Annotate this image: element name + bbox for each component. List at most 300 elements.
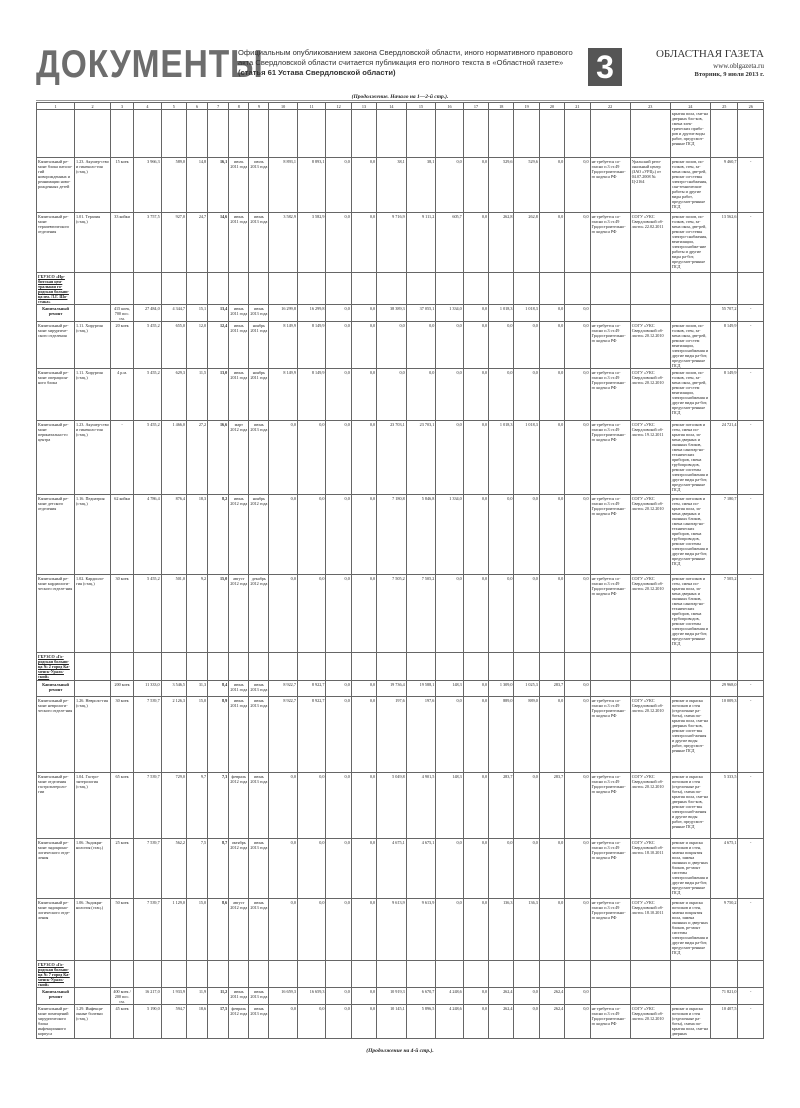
table-cell: 0,0 <box>351 158 376 213</box>
column-number: 14 <box>377 103 407 110</box>
table-cell: февраль 2012 года <box>229 1005 249 1039</box>
table-cell: 19 588,1 <box>406 681 436 697</box>
table-cell <box>630 110 670 158</box>
table-cell: 0,0 <box>565 322 590 369</box>
table-cell: 4 675,1 <box>710 839 737 899</box>
table-cell: 889,0 <box>514 697 539 773</box>
table-cell: 262,8 <box>514 213 539 273</box>
table-cell <box>297 110 326 158</box>
total-row <box>37 305 764 322</box>
table-cell: 1.06. Эндокри-нология (стац.) <box>75 899 111 961</box>
newspaper-site[interactable]: www.oblgazeta.ru <box>713 62 764 70</box>
table-cell: 14,8 <box>187 158 208 213</box>
newspaper-info <box>634 48 764 78</box>
table-cell: крытия пола, сме-на дверных бло-ков, смена элек-трических прибо-ров и другие виды работ, предусмот-ренные ПСД <box>670 110 710 158</box>
table-cell: 0,0 <box>463 681 488 697</box>
table-cell: 876,4 <box>161 495 186 575</box>
divider <box>36 100 764 101</box>
empty-cell <box>670 653 710 681</box>
table-cell <box>489 110 514 158</box>
table-cell: 0,0 <box>436 899 463 961</box>
table-cell: 15,0 <box>187 697 208 773</box>
empty-cell <box>489 653 514 681</box>
table-cell: 5 190,0 <box>134 1005 161 1039</box>
table-cell: 4 901,5 <box>406 773 436 839</box>
table-cell: - <box>738 213 764 273</box>
empty-cell <box>269 653 298 681</box>
table-cell: 1.26. Невроло-гия (стац.) <box>75 697 111 773</box>
column-number: 2 <box>75 103 111 110</box>
page-number: 3 <box>588 48 622 86</box>
table-cell: Капитальный ре-монт неврологи-ческого отделе-ния <box>37 697 75 773</box>
table-cell: Капитальный ре-монт терапевтического отделения <box>37 213 75 273</box>
table-cell: ремонт полов, по-толков, стен, за-мена окон, две-рей, ремонт си-стемы электро-снабжения, сан-технические работы и другие виды работ, предусмот-ренные ПСД <box>670 158 710 213</box>
table-cell: 0,0 <box>297 421 326 495</box>
empty-cell <box>297 273 326 305</box>
table-cell: 7,5 <box>187 839 208 899</box>
table-cell: ремонт и окраска потолков и стен, замена покрытия пола, замена оконных и двер-ных блоков, ре-монт системы электроснабжения и другие виды ра-бот, предусмот-ренные ПСД <box>670 839 710 899</box>
table-cell: 0,0 <box>351 988 376 1005</box>
table-cell <box>738 110 764 158</box>
table-cell: 37 055,1 <box>406 305 436 322</box>
table-row <box>37 213 764 273</box>
column-number: 8 <box>229 103 249 110</box>
organization-name: ГБУЗСО «Ир-битская цен-тральная го-родская больни-ца им. Л.Г. Шо-стака» <box>37 273 75 305</box>
table-cell: 0,0 <box>463 213 488 273</box>
table-cell: СОГУ «УКС Свердловской об-ласти» 19.12.2011 <box>630 421 670 495</box>
table-cell: 16 299,8 <box>297 305 326 322</box>
table-cell: 501,0 <box>161 575 186 653</box>
table-cell <box>630 305 670 322</box>
table-cell: июнь 2011 года <box>229 369 249 421</box>
table-cell: 0,0 <box>565 421 590 495</box>
empty-cell <box>110 273 133 305</box>
empty-cell <box>710 273 737 305</box>
table-cell: Капитальный ре-монт перинатально-го центра <box>37 421 75 495</box>
table-cell <box>463 110 488 158</box>
table-cell: 30 коек <box>110 575 133 653</box>
table-cell <box>208 110 229 158</box>
table-cell: 0,0 <box>436 158 463 213</box>
table-cell: 33 койки <box>110 213 133 273</box>
table-row <box>37 421 764 495</box>
table-cell <box>710 110 737 158</box>
table-cell <box>75 988 111 1005</box>
table-cell: 1.16. Педиатрия (стац.) <box>75 495 111 575</box>
table-cell: август 2012 года <box>229 899 249 961</box>
empty-cell <box>229 961 249 988</box>
table-row <box>37 110 764 158</box>
empty-cell <box>670 961 710 988</box>
table-cell: 15 коек <box>110 158 133 213</box>
empty-cell <box>351 273 376 305</box>
empty-cell <box>630 273 670 305</box>
table-cell: март 2012 года <box>229 421 249 495</box>
table-cell: 0,0 <box>351 839 376 899</box>
column-number: 22 <box>590 103 630 110</box>
table-cell: июль 2013 года <box>249 158 269 213</box>
table-cell: 0,0 <box>565 681 590 697</box>
table-cell: 136,3 <box>489 899 514 961</box>
table-cell: 0,0 <box>351 899 376 961</box>
table-cell: 25 коек <box>110 839 133 899</box>
table-cell: 1.01. Терапия (стац.) <box>75 213 111 273</box>
intro-bold: (статья 61 Устава Свердловской области) <box>238 68 396 77</box>
table-row <box>37 322 764 369</box>
table-cell: Капитальный ремонт <box>37 988 75 1005</box>
column-number: 18 <box>489 103 514 110</box>
empty-cell <box>208 653 229 681</box>
table-cell: 15,1 <box>187 305 208 322</box>
table-cell: 30 коек <box>110 697 133 773</box>
table-cell: 4 344,7 <box>161 305 186 322</box>
empty-cell <box>208 961 229 988</box>
table-cell: - <box>738 899 764 961</box>
table-cell: 0,0 <box>565 839 590 899</box>
table-cell: 0,0 <box>539 697 564 773</box>
masthead <box>36 44 764 90</box>
table-cell: не требуется со-гласно п.3 ст.49 Градостроительно-го кодекса РФ <box>590 575 630 653</box>
empty-cell <box>565 653 590 681</box>
table-cell: 0,0 <box>351 681 376 697</box>
table-cell: 31,3 <box>187 681 208 697</box>
table-cell: 0,0 <box>489 495 514 575</box>
table-cell <box>187 110 208 158</box>
table-cell: 62 койки <box>110 495 133 575</box>
table-cell: 0,0 <box>463 1005 488 1039</box>
table-cell: ремонт потолков и стен, смена по-крытия пола, за-мена дверных и оконных блоков, смена санитар-но-технических приборов, смена трубопроводов, ремонт системы электроснабжения и другие виды ра-бот, предусмот-ренные ПСД <box>670 495 710 575</box>
column-number: 9 <box>249 103 269 110</box>
table-cell: 0,0 <box>565 305 590 322</box>
table-cell: 9 460,7 <box>710 158 737 213</box>
table-cell: июнь 2011 года <box>229 213 249 273</box>
section-logo: ДОКУМЕНТЫ <box>36 43 264 86</box>
table-cell: 1 933,9 <box>161 988 186 1005</box>
table-cell: СОГУ «УКС Свердловской об-ласти» 20.12.2010 <box>630 369 670 421</box>
table-cell: 38 389,3 <box>377 305 407 322</box>
empty-cell <box>326 653 351 681</box>
table-cell: 0,0 <box>565 988 590 1005</box>
column-number: 20 <box>539 103 564 110</box>
table-cell: 7 180,7 <box>710 495 737 575</box>
table-cell: 8 149,9 <box>269 322 298 369</box>
table-cell: 0,0 <box>463 421 488 495</box>
column-number: 24 <box>670 103 710 110</box>
table-cell: 0,0 <box>351 305 376 322</box>
table-row <box>37 839 764 899</box>
table-cell: 14,6 <box>208 213 229 273</box>
column-number-row <box>37 103 764 110</box>
table-cell <box>351 110 376 158</box>
table-cell: 27 484,0 <box>134 305 161 322</box>
table-cell: Капитальный ре-монт кардиологи-ческого отделе-ния <box>37 575 75 653</box>
table-cell: 0,0 <box>436 839 463 899</box>
table-cell: 5 455,2 <box>134 369 161 421</box>
table-cell: 0,0 <box>326 322 351 369</box>
table-cell: 7 539,7 <box>134 697 161 773</box>
table-cell: 0,0 <box>463 322 488 369</box>
empty-cell <box>630 653 670 681</box>
table-cell: 729,0 <box>161 773 186 839</box>
table-cell: июнь 2013 года <box>249 839 269 899</box>
table-cell: 0,0 <box>326 213 351 273</box>
table-cell: 197,6 <box>406 697 436 773</box>
table-cell <box>590 988 630 1005</box>
table-cell: 1.06. Эндокри-нология (стац.) <box>75 839 111 899</box>
table-cell: 0,0 <box>326 988 351 1005</box>
empty-cell <box>377 273 407 305</box>
empty-cell <box>187 653 208 681</box>
table-cell: Капитальный ре-монт хирургиче-ского отделения <box>37 322 75 369</box>
table-cell: июль 2011 года <box>229 158 249 213</box>
data-table <box>36 102 764 1039</box>
table-cell: 5 455,2 <box>134 421 161 495</box>
table-cell: 9,7 <box>187 773 208 839</box>
table-cell <box>670 681 710 697</box>
table-cell: 0,0 <box>489 575 514 653</box>
table-cell: 0,0 <box>269 575 298 653</box>
table-cell: 6 670,7 <box>406 988 436 1005</box>
table-cell: 0,0 <box>269 421 298 495</box>
empty-cell <box>134 273 161 305</box>
table-cell: 7 180,8 <box>377 495 407 575</box>
table-cell: 7 539,7 <box>134 899 161 961</box>
table-cell: 0,0 <box>463 158 488 213</box>
table-cell: 16 659,3 <box>297 988 326 1005</box>
table-cell: СОГУ «УКС Свердловской об-ласти» 20.12.2010 <box>630 1005 670 1039</box>
table-cell: 19 736,4 <box>377 681 407 697</box>
table-cell: 8,9 <box>208 697 229 773</box>
empty-cell <box>326 273 351 305</box>
table-cell: 10 919,3 <box>377 988 407 1005</box>
table-cell: Капитальный ре-монт эндокрино-логического отде-ления <box>37 899 75 961</box>
table-cell: 0,0 <box>351 773 376 839</box>
table-cell: 11,5 <box>187 369 208 421</box>
table-cell: Капитальный ре-монт отделения гастроэнтероло-гии <box>37 773 75 839</box>
table-cell: не требуется со-гласно п.3 ст.49 Градостроительно-го кодекса РФ <box>590 1005 630 1039</box>
table-cell: 0,0 <box>565 213 590 273</box>
table-cell: 589,0 <box>161 158 186 213</box>
table-cell: 8,4 <box>208 681 229 697</box>
table-cell: 4 248,6 <box>436 1005 463 1039</box>
table-cell <box>75 681 111 697</box>
table-cell: 7,3 <box>208 773 229 839</box>
total-row <box>37 681 764 697</box>
table-cell: июнь 2013 года <box>249 1005 269 1039</box>
table-cell: 13 562,6 <box>710 213 737 273</box>
empty-cell <box>269 961 298 988</box>
empty-cell <box>406 653 436 681</box>
table-cell: 8 149,9 <box>710 369 737 421</box>
table-cell: не требуется со-гласно п.3 ст.49 Градостроительно-го кодекса РФ <box>590 322 630 369</box>
table-cell: июнь 2013 года <box>249 213 269 273</box>
column-number: 19 <box>514 103 539 110</box>
table-cell: 0,0 <box>514 1005 539 1039</box>
table-cell <box>377 110 407 158</box>
table-cell: не требуется со-гласно п.3 ст.49 Градостроительно-го кодекса РФ <box>590 495 630 575</box>
table-cell: 8 149,9 <box>269 369 298 421</box>
table-row <box>37 575 764 653</box>
table-cell: ноябрь 2011 года <box>249 322 269 369</box>
table-cell: - <box>738 773 764 839</box>
table-cell: 0,0 <box>539 575 564 653</box>
empty-cell <box>377 961 407 988</box>
table-cell: ремонт потолков и стен, смена по-крытия пола, за-мена дверных и оконных блоков, смена санитар-но-технических приборов, смена трубопроводов, ремонт системы электроснабжения и другие виды ра-бот, предусмот-ренные ПСД <box>670 421 710 495</box>
table-cell: 15,0 <box>208 575 229 653</box>
table-cell: 0,0 <box>406 369 436 421</box>
table-cell: 0,0 <box>436 421 463 495</box>
table-cell <box>670 305 710 322</box>
table-cell: 0,0 <box>565 1005 590 1039</box>
issue-date: Вторник, 9 июля 2013 г. <box>694 71 764 78</box>
table-cell: 8 149,9 <box>297 369 326 421</box>
table-cell: 5 455,2 <box>134 575 161 653</box>
table-cell: июнь 2013 года <box>249 988 269 1005</box>
column-number: 10 <box>269 103 298 110</box>
table-row <box>37 369 764 421</box>
organization-row <box>37 961 764 988</box>
table-cell: 0,0 <box>297 495 326 575</box>
table-cell: 0,0 <box>351 495 376 575</box>
table-row <box>37 158 764 213</box>
table-cell: 8 922,7 <box>269 681 298 697</box>
table-cell: СОГУ «УКС Свердловской об-ласти» 18.10.2011 <box>630 899 670 961</box>
empty-cell <box>297 961 326 988</box>
table-cell: 0,0 <box>326 899 351 961</box>
empty-cell <box>489 273 514 305</box>
table-cell: август 2012 года <box>229 575 249 653</box>
table-cell: 13,0 <box>208 369 229 421</box>
table-cell: 3 582,9 <box>269 213 298 273</box>
column-number: 13 <box>351 103 376 110</box>
column-number: 26 <box>738 103 764 110</box>
table-cell: 16,6 <box>208 421 229 495</box>
table-cell: 9,2 <box>187 575 208 653</box>
table-cell: 0,0 <box>351 322 376 369</box>
table-cell: не требуется со-гласно п.3 ст.49 Градостроительно-го кодекса РФ <box>590 773 630 839</box>
empty-cell <box>463 273 488 305</box>
table-cell: 10 145,1 <box>377 1005 407 1039</box>
table-row <box>37 899 764 961</box>
table-cell: 0,0 <box>565 773 590 839</box>
table-cell: 562,2 <box>161 839 186 899</box>
table-cell: 0,0 <box>463 575 488 653</box>
table-cell: Уральский реги-ональный центр (ЗАО «УРЦ») от 04.07.2008 № Ц-2164 <box>630 158 670 213</box>
empty-cell <box>75 961 111 988</box>
table-cell: 0,0 <box>297 839 326 899</box>
table-cell: 0,0 <box>463 697 488 773</box>
table-cell: 0,0 <box>565 495 590 575</box>
empty-cell <box>710 653 737 681</box>
table-cell: 16 299,8 <box>269 305 298 322</box>
organization-row <box>37 273 764 305</box>
table-cell: 8,7 <box>208 839 229 899</box>
table-cell: 927,0 <box>161 213 186 273</box>
empty-cell <box>738 273 764 305</box>
table-cell: 24,7 <box>187 213 208 273</box>
empty-cell <box>406 273 436 305</box>
empty-cell <box>351 961 376 988</box>
table-cell: 16 659,3 <box>269 988 298 1005</box>
empty-cell <box>463 653 488 681</box>
table-cell: 4 248,6 <box>436 988 463 1005</box>
total-row <box>37 988 764 1005</box>
table-cell: 0,0 <box>326 773 351 839</box>
table-cell: июнь 2011 года <box>229 681 249 697</box>
empty-cell <box>436 273 463 305</box>
table-cell: 0,0 <box>326 495 351 575</box>
table-cell: 2 126,3 <box>161 697 186 773</box>
table-cell: 594,7 <box>161 1005 186 1039</box>
table-cell: 1 334,0 <box>436 495 463 575</box>
table-cell: 0,0 <box>463 899 488 961</box>
table-cell: 1 466,0 <box>161 421 186 495</box>
table-cell: - <box>738 1005 764 1039</box>
empty-cell <box>436 961 463 988</box>
organization-name: ГБУЗСО «Го-родская больни-ца № 7 город Ка-менск-Ураль-ский» <box>37 961 75 988</box>
table-cell: 8,6 <box>208 899 229 961</box>
table-cell: 0,0 <box>436 322 463 369</box>
table-cell: не требуется со-гласно п.3 ст.49 Градостроительно-го кодекса РФ <box>590 421 630 495</box>
table-cell: - <box>738 697 764 773</box>
table-cell: 0,0 <box>565 697 590 773</box>
table-cell: 24 721,4 <box>710 421 737 495</box>
table-cell: 1 018,3 <box>514 305 539 322</box>
table-cell: 1 018,3 <box>489 421 514 495</box>
table-cell: июнь 2011 года <box>229 305 249 322</box>
table-cell: 283,7 <box>489 773 514 839</box>
column-number: 23 <box>630 103 670 110</box>
table-cell: 0,0 <box>351 697 376 773</box>
table-cell: 8 922,7 <box>297 681 326 697</box>
table-cell <box>37 110 75 158</box>
table-cell: 0,0 <box>463 988 488 1005</box>
table-cell <box>326 110 351 158</box>
table-cell: 7 505,2 <box>406 575 436 653</box>
table-cell <box>161 110 186 158</box>
table-cell <box>436 110 463 158</box>
table-cell: 0,0 <box>489 839 514 899</box>
table-cell: 1 309,0 <box>489 681 514 697</box>
table-cell <box>590 305 630 322</box>
empty-cell <box>249 653 269 681</box>
table-cell: 0,0 <box>463 839 488 899</box>
table-row <box>37 495 764 575</box>
table-cell: 197,6 <box>377 697 407 773</box>
column-number: 3 <box>110 103 133 110</box>
empty-cell <box>229 273 249 305</box>
empty-cell <box>670 273 710 305</box>
table-cell: 9 613,9 <box>406 899 436 961</box>
table-cell: Капитальный ре-монт блока патоло-гий новорожденных и реанимации ново-рожденных детей <box>37 158 75 213</box>
table-cell: 27,2 <box>187 421 208 495</box>
table-cell <box>565 110 590 158</box>
table-cell: 0,0 <box>351 575 376 653</box>
table-cell: 18,6 <box>187 1005 208 1039</box>
table-cell: не требуется со-гласно п.3 ст.49 Градостроительно-го кодекса РФ <box>590 369 630 421</box>
empty-cell <box>326 961 351 988</box>
table-cell <box>670 988 710 1005</box>
empty-cell <box>738 961 764 988</box>
table-cell: декабрь 2012 года <box>249 575 269 653</box>
table-cell: 0,0 <box>539 899 564 961</box>
empty-cell <box>436 653 463 681</box>
table-cell: 1.11. Хирургия (стац.) <box>75 322 111 369</box>
table-cell: 38,1 <box>377 158 407 213</box>
table-cell: 0,0 <box>436 369 463 421</box>
table-cell: 0,0 <box>463 773 488 839</box>
table-cell: июнь 2011 года <box>229 322 249 369</box>
